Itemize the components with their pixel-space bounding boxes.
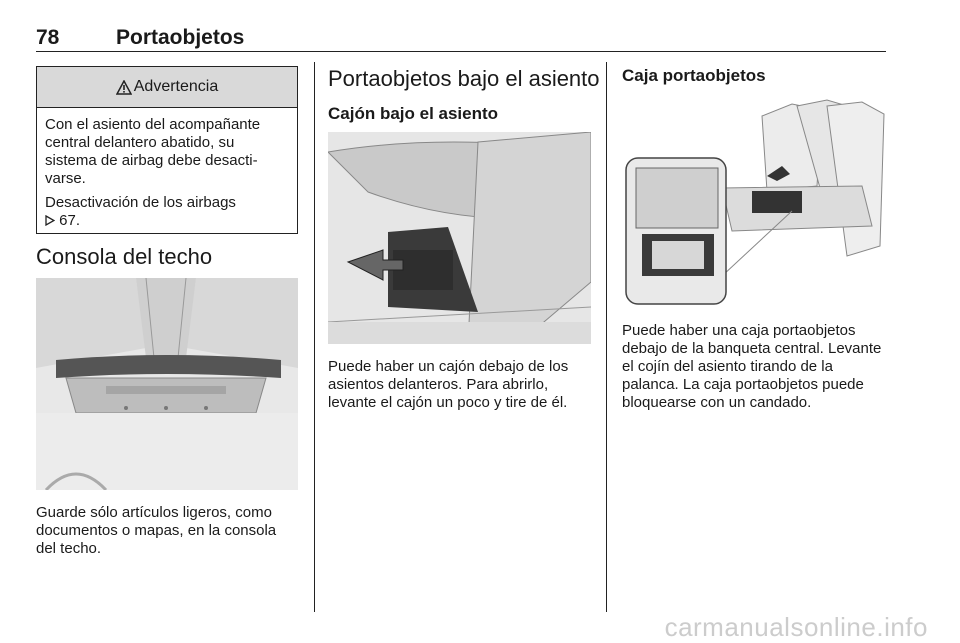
page-title: Portaobjetos [116,26,245,49]
storage-box-text: Puede haber una caja portaobjetos debajo de la banqueta central. Levante el cojín del asiento tirando de la palanca. La caja portaobjetos puede bloquearse con un candado. [622,322,882,411]
subheading-storage-box: Caja portaobjetos [622,66,766,85]
heading-roof-console: Consola del techo [36,244,213,269]
airbag-deactivation-text: Desactivación de los airbags [45,194,236,211]
column-divider-1 [314,62,315,612]
storage-box-illustration [622,96,886,308]
warning-header [37,67,297,108]
warning-text: Con el asiento del acompañante central delantero abatido, su sistema de airbag debe desacti- varse. [45,116,261,187]
under-seat-drawer-illustration [328,132,591,344]
roof-console-text: Guarde sólo artículos ligeros, como documentos o mapas, en la consola del techo. [36,504,277,557]
heading-under-seat-storage: Portaobjetos bajo el asiento [328,66,600,91]
roof-console-illustration [36,278,298,490]
warning-box [36,66,298,234]
column-divider-2 [606,62,607,612]
warning-triangle-icon [116,80,132,95]
page-header [36,26,886,50]
page-number: 78 [36,26,60,49]
warning-reference [45,194,289,230]
subheading-under-seat-drawer: Cajón bajo el asiento [328,104,499,123]
watermark: carmanualsonline.info [664,612,928,642]
under-seat-drawer-text: Puede haber un cajón debajo de los asientos delanteros. Para abrirlo, levante el cajón un poco y tire de él. [328,358,569,411]
airbag-page-ref: 67. [59,212,81,229]
header-divider [36,51,886,52]
page-reference-icon [45,215,55,226]
warning-title: Advertencia [133,78,219,95]
